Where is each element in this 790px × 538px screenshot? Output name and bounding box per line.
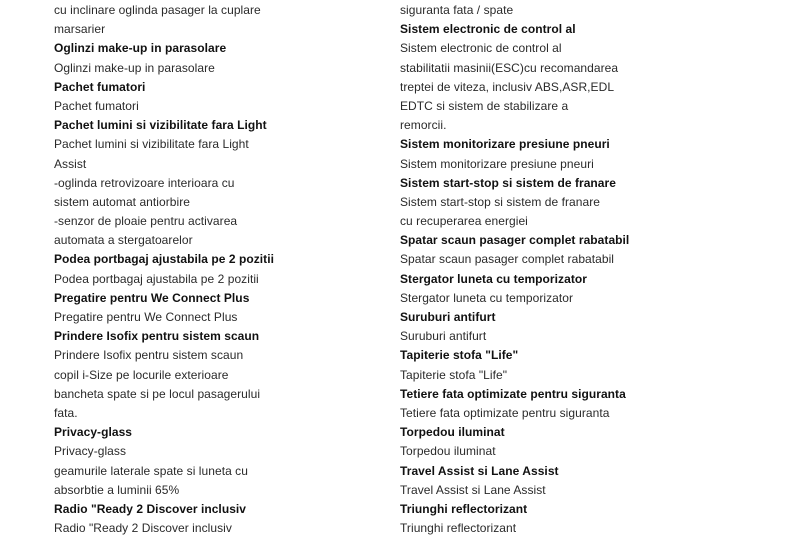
feature-heading: Tetiere fata optimizate pentru siguranta: [400, 386, 626, 401]
feature-description-line: Sistem electronic de control al: [400, 41, 562, 56]
feature-description-line: Prindere Isofix pentru sistem scaun: [54, 348, 244, 363]
feature-heading: Spatar scaun pasager complet rabatabil: [400, 233, 630, 248]
feature-heading: Radio "Ready 2 Discover inclusiv: [54, 501, 247, 516]
feature-description-line: marsarier: [54, 22, 106, 37]
feature-description-line: Assist: [54, 156, 87, 171]
feature-description-line: siguranta fata / spate: [400, 3, 514, 17]
feature-heading: Tapiterie stofa "Life": [400, 348, 519, 363]
feature-description-line: Sistem start-stop si sistem de franare: [400, 194, 600, 209]
feature-description-line: Pregatire pentru We Connect Plus: [54, 310, 238, 324]
feature-description-line: Oglinzi make-up in parasolare: [54, 60, 215, 75]
feature-heading: Pachet lumini si vizibilitate fara Light: [54, 118, 267, 133]
feature-description-line: Suruburi antifurt: [400, 329, 487, 344]
right-equipment-column: [400, 0, 760, 538]
feature-description-line: remorcii.: [400, 118, 447, 133]
feature-description-line: EDTC si sistem de stabilizare a: [400, 98, 569, 113]
feature-description-line: Stergator luneta cu temporizator: [400, 290, 574, 305]
feature-heading: Prindere Isofix pentru sistem scaun: [54, 329, 260, 344]
feature-description-line: Pachet lumini si vizibilitate fara Light: [54, 137, 249, 152]
feature-description-line: Torpedou iluminat: [400, 444, 496, 459]
feature-description-line: geamurile laterale spate si luneta cu: [54, 463, 248, 478]
feature-heading: Sistem monitorizare presiune pneuri: [400, 137, 610, 152]
feature-heading: Sistem start-stop si sistem de franare: [400, 175, 616, 190]
feature-description-line: Spatar scaun pasager complet rabatabil: [400, 252, 615, 267]
feature-heading: Oglinzi make-up in parasolare: [54, 41, 227, 56]
feature-description-line: cu inclinare oglinda pasager la cuplare: [54, 3, 261, 17]
feature-heading: Suruburi antifurt: [400, 310, 496, 324]
feature-description-line: treptei de viteza, inclusiv ABS,ASR,EDL: [400, 79, 615, 94]
feature-description-line: Podea portbagaj ajustabila pe 2 pozitii: [54, 271, 259, 286]
feature-heading: Pregatire pentru We Connect Plus: [54, 290, 250, 305]
feature-heading: Torpedou iluminat: [400, 425, 505, 440]
left-equipment-column: [54, 0, 384, 538]
feature-description-line: absorbtie a luminii 65%: [54, 482, 180, 497]
feature-description-line: cu recuperarea energiei: [400, 214, 528, 229]
feature-heading: Sistem electronic de control al: [400, 22, 576, 37]
feature-description-line: Triunghi reflectorizant: [400, 521, 517, 536]
feature-heading: Stergator luneta cu temporizator: [400, 271, 587, 286]
feature-description-line: Pachet fumatori: [54, 98, 139, 113]
feature-heading: Privacy-glass: [54, 425, 133, 440]
feature-description-line: stabilitatii masinii(ESC)cu recomandarea: [400, 60, 619, 75]
feature-description-line: copil i-Size pe locurile exterioare: [54, 367, 229, 382]
feature-description-line: bancheta spate si pe locul pasagerului: [54, 386, 261, 401]
feature-description-line: Tapiterie stofa "Life": [400, 367, 508, 382]
feature-description-line: automata a stergatoarelor: [54, 233, 193, 248]
feature-description-line: -senzor de ploaie pentru activarea: [54, 214, 238, 229]
feature-heading: Pachet fumatori: [54, 79, 146, 94]
feature-description-line: Sistem monitorizare presiune pneuri: [400, 156, 594, 171]
feature-description-line: Privacy-glass: [54, 444, 126, 459]
feature-heading: Triunghi reflectorizant: [400, 501, 528, 516]
feature-heading: Travel Assist si Lane Assist: [400, 463, 559, 478]
feature-description-line: sistem automat antiorbire: [54, 194, 190, 209]
feature-description-line: Travel Assist si Lane Assist: [400, 482, 546, 497]
feature-description-line: -oglinda retrovizoare interioara cu: [54, 175, 235, 190]
feature-heading: Podea portbagaj ajustabila pe 2 pozitii: [54, 252, 274, 267]
feature-description-line: Tetiere fata optimizate pentru siguranta: [400, 405, 610, 420]
feature-description-line: fata.: [54, 405, 78, 420]
feature-description-line: Radio "Ready 2 Discover inclusiv: [54, 521, 232, 536]
